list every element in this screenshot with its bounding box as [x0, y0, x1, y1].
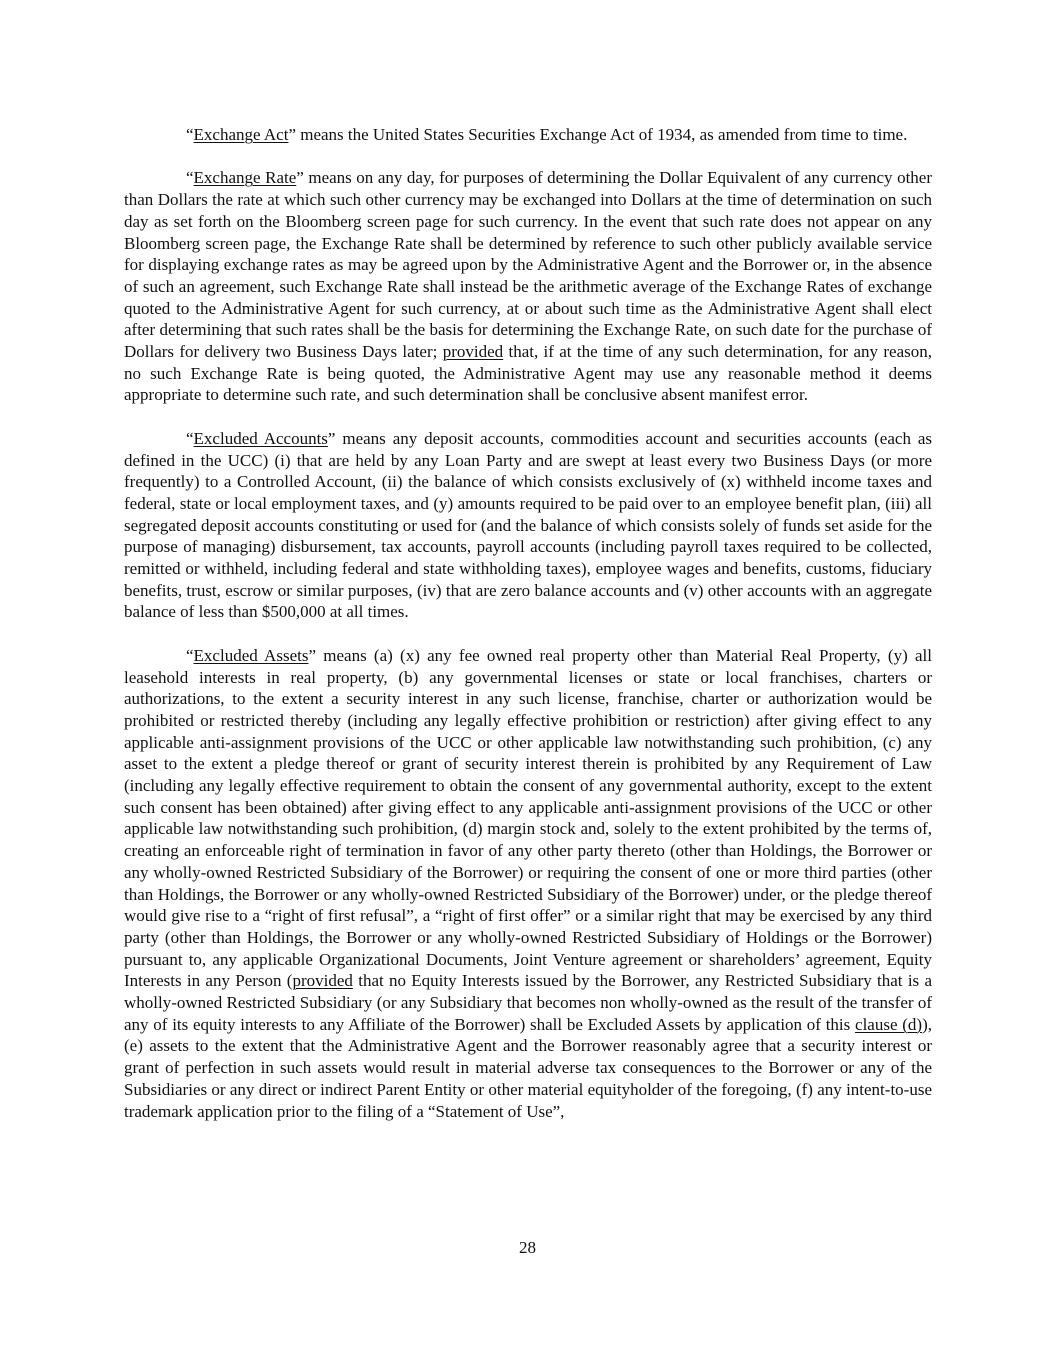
- definition-exchange-act: “Exchange Act” means the United States Securities Exchange Act of 1934, as amended from time to time.: [186, 125, 908, 144]
- document-page: [124, 124, 932, 1144]
- provided-proviso: provided: [292, 971, 353, 991]
- clause-reference: clause (d): [855, 1014, 923, 1034]
- definition-excluded-assets: “Excluded Assets” means (a) (x) any fee owned real property other than Material Real Property, (y) all leasehold interests in real property, (b) any governmental licenses or state or local franchises, charters or authorizations, to the extent a security interest in any such license, franchise, charter or authorization would be prohibited or restricted thereby (including any legally effective prohibition or restriction) after giving effect to any applicable anti-assignment provisions of the UCC or other applicable law notwithstanding such prohibition, (c) any asset to the extent a pledge thereof or grant of security interest therein is prohibited by any Requirement of Law (including any legally effective requirement to obtain the consent of any governmental authority, except to the extent such consent has been obtained) after giving effect to any applicable anti-assignment provisions of the UCC or other applicable law notwithstanding such prohibition, (d) margin stock and, solely to the extent prohibited by the terms of, creating an enforceable right of termination in favor of any other party thereto (other than Holdings, the Borrower or any wholly-owned Restricted Subsidiary of the Borrower) or requiring the consent of one or more third parties (other than Holdings, the Borrower or any wholly-owned Restricted Subsidiary of the Borrower) under, or the pledge thereof would give rise to a “right of first refusal”, a “right of first offer” or a similar right that may be exercised by any third party (other than Holdings, the Borrower or any wholly-owned Restricted Subsidiary of Holdings or the Borrower) pursuant to, any applicable Organizational Documents, Joint Venture agreement or shareholders’ agreement, Equity Interests in any Person (provided that no Equity Interests issued by the Borrower, any Restricted Subsidiary that is a wholly-owned Restricted Subsidiary (or any Subsidiary that becomes non wholly-owned as the result of the transfer of any of its equity interests to any Affiliate of the Borrower) shall be Excluded Assets by application of this clause (d)), (e) assets to the extent that the Administrative Agent and the Borrower reasonably agree that a security interest or grant of perfection in such assets would result in material adverse tax consequences to the Borrower or any of the Subsidiaries or any direct or indirect Parent Entity or other material equityholder of the foregoing, (f) any intent-to-use trademark application prior to the filing of a “Statement of Use”,: [124, 645, 932, 1121]
- defined-term: Exchange Act: [193, 125, 289, 144]
- defined-term: Excluded Accounts: [193, 428, 328, 448]
- defined-term: Exchange Rate: [193, 168, 297, 188]
- page-number: 28: [519, 1238, 536, 1257]
- provided-proviso: provided: [442, 342, 504, 362]
- definition-exchange-rate: “Exchange Rate” means on any day, for purposes of determining the Dollar Equivalent of any currency other than Dollars the rate at which such other currency may be exchanged into Dollars at the time of determination on such day as set forth on the Bloomberg screen page for such currency. In the event that such rate does not appear on any Bloomberg screen page, the Exchange Rate shall be determined by reference to such other publicly available service for displaying exchange rates as may be agreed upon by the Administrative Agent and the Borrower or, in the absence of such an agreement, such Exchange Rate shall instead be the arithmetic average of the Exchange Rates of exchange quoted to the Administrative Agent for such currency, at or about such time as the Administrative Agent shall elect after determining that such rates shall be the basis for determining the Exchange Rate, on such date for the purchase of Dollars for delivery two Business Days later; provided that, if at the time of any such determination, for any reason, no such Exchange Rate is being quoted, the Administrative Agent may use any reasonable method it deems appropriate to determine such rate, and such determination shall be conclusive absent manifest error.: [124, 168, 932, 405]
- defined-term: Excluded Assets: [193, 645, 309, 665]
- definition-excluded-accounts: “Excluded Accounts” means any deposit accounts, commodities account and securities accounts (each as defined in the UCC) (i) that are held by any Loan Party and are swept at least every two Business Days (or more frequently) to a Controlled Account, (ii) the balance of which consists exclusively of (x) withheld income taxes and federal, state or local employment taxes, and (y) amounts required to be paid over to an employee benefit plan, (iii) all segregated deposit accounts constituting or used for (and the balance of which consists solely of funds set aside for the purpose of managing) disbursement, tax accounts, payroll accounts (including payroll taxes required to be collected, remitted or withheld, including federal and state withholding taxes), employee wages and benefits, customs, fiduciary benefits, trust, escrow or similar purposes, (iv) that are zero balance accounts and (v) other accounts with an aggregate balance of less than $500,000 at all times.: [124, 428, 933, 622]
